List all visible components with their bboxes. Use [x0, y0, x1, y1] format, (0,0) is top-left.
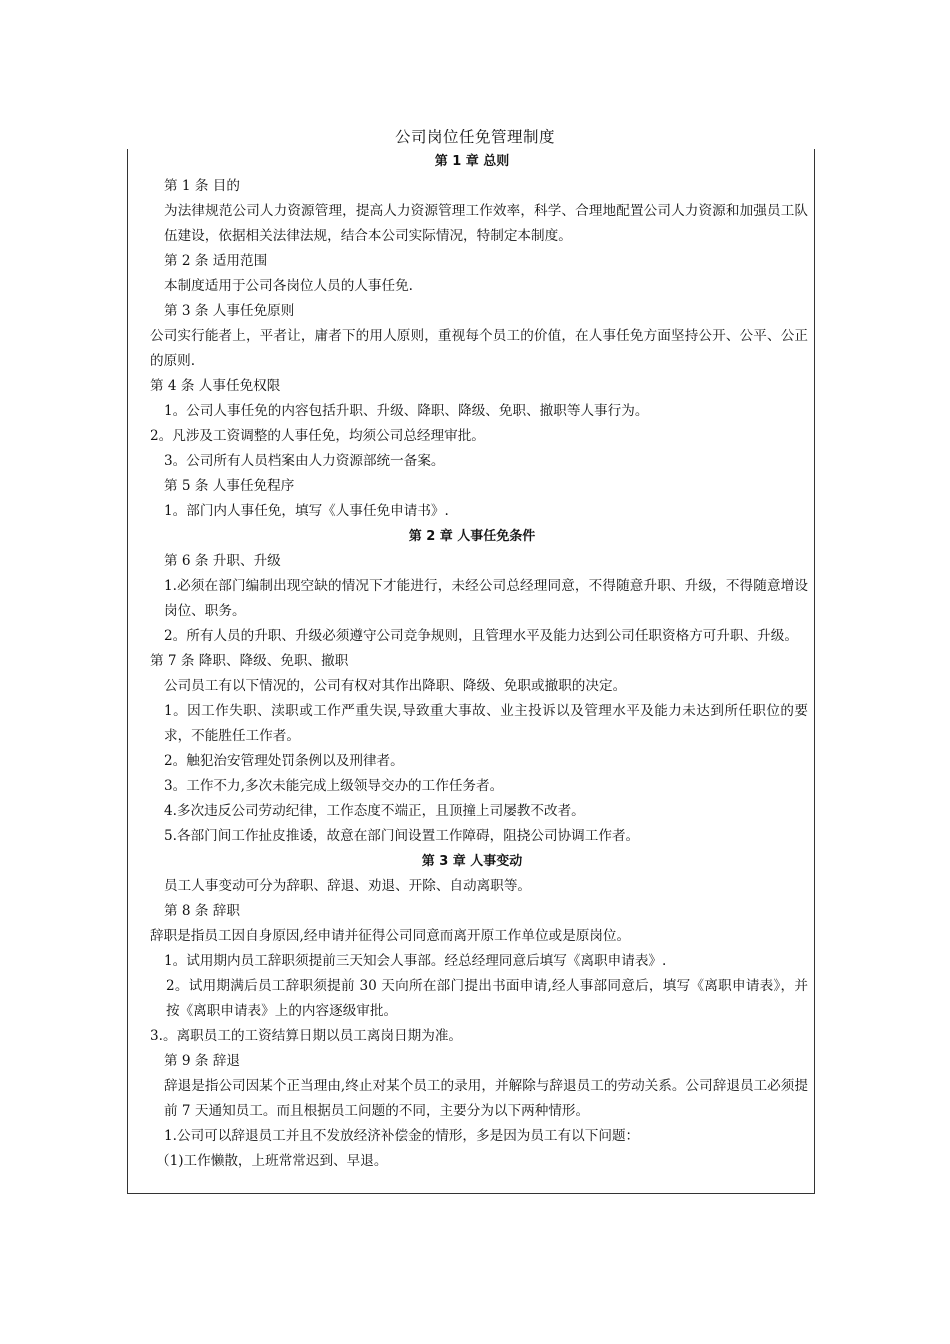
paragraph: （1)工作懒散，上班常常迟到、早退。	[156, 1153, 388, 1169]
paragraph: 1.必须在部门编制出现空缺的情况下才能进行，未经公司总经理同意，不得随意升职、升级，不得随意增设岗位、职务。	[164, 578, 808, 619]
paragraph: 为法律规范公司人力资源管理，提高人力资源管理工作效率，科学、合理地配置公司人力资源和加强员工队伍建设，依据相关法律法规，结合本公司实际情况，特制定本制度。	[164, 203, 808, 244]
paragraph: 第 2 条 适用范围	[164, 253, 268, 269]
paragraph: 1。试用期内员工辞职须提前三天知会人事部。经总经理同意后填写《离职申请表》.	[164, 953, 667, 969]
chapter-heading: 第 3 章 人事变动	[421, 854, 523, 869]
document-title: 公司岗位任免管理制度	[394, 128, 555, 146]
paragraph: 2。所有人员的升职、升级必须遵守公司竞争规则，且管理水平及能力达到公司任职资格方可升职、升级。	[164, 628, 798, 644]
paragraph: 1。部门内人事任免，填写《人事任免申请书》.	[164, 503, 449, 519]
paragraph: 1。因工作失职、渎职或工作严重失误,导致重大事故、业主投诉以及管理水平及能力未达到所任职位的要求，不能胜任工作者。	[164, 703, 808, 744]
paragraph: 第 6 条 升职、升级	[164, 553, 281, 569]
chapter-heading: 第 2 章 人事任免条件	[408, 529, 536, 544]
paragraph: 2。试用期满后员工辞职须提前 30 天向所在部门提出书面申请,经人事部同意后，填写《离职申请表》，并按《离职申请表》上的内容逐级审批。	[166, 978, 808, 1019]
paragraph: 员工人事变动可分为辞职、辞退、劝退、开除、自动离职等。	[164, 878, 532, 894]
paragraph: 3。公司所有人员档案由人力资源部统一备案。	[164, 453, 445, 469]
paragraph: 3.。离职员工的工资结算日期以员工离岗日期为准。	[150, 1028, 463, 1044]
paragraph: 3。工作不力,多次未能完成上级领导交办的工作任务者。	[164, 778, 504, 794]
paragraph: 辞职是指员工因自身原因,经申请并征得公司同意而离开原工作单位或是原岗位。	[150, 928, 631, 944]
paragraph: 公司员工有以下情况的，公司有权对其作出降职、降级、免职或撤职的决定。	[164, 678, 627, 694]
paragraph: 2。触犯治安管理处罚条例以及刑律者。	[164, 753, 404, 769]
paragraph: 第 7 条 降职、降级、免职、撤职	[150, 653, 349, 669]
paragraph: 第 8 条 辞职	[164, 903, 240, 919]
chapter-heading: 第 1 章 总则	[434, 154, 510, 169]
paragraph: 第 3 条 人事任免原则	[164, 303, 295, 319]
paragraph: 5.各部门间工作扯皮推诿，故意在部门间设置工作障碍，阻挠公司协调工作者。	[164, 828, 640, 844]
paragraph: 第 9 条 辞退	[164, 1053, 240, 1069]
paragraph: 辞退是指公司因某个正当理由,终止对某个员工的录用，并解除与辞退员工的劳动关系。公司辞退员工必须提前 7 天通知员工。而且根据员工问题的不同，主要分为以下两种情形。	[164, 1078, 808, 1119]
paragraph: 1。公司人事任免的内容包括升职、升级、降职、降级、免职、撤职等人事行为。	[164, 403, 649, 419]
paragraph: 4.多次违反公司劳动纪律，工作态度不端正，且顶撞上司屡教不改者。	[164, 803, 585, 819]
paragraph: 本制度适用于公司各岗位人员的人事任免.	[164, 278, 414, 294]
paragraph: 1.公司可以辞退员工并且不发放经济补偿金的情形，多是因为员工有以下问题：	[164, 1128, 640, 1144]
paragraph: 第 4 条 人事任免权限	[150, 378, 281, 394]
document-body	[136, 149, 808, 1174]
paragraph: 2。凡涉及工资调整的人事任免，均须公司总经理审批。	[150, 428, 485, 444]
paragraph: 公司实行能者上，平者让，庸者下的用人原则，重视每个员工的价值，在人事任免方面坚持公开、公平、公正的原则.	[150, 328, 808, 369]
paragraph: 第 5 条 人事任免程序	[164, 478, 295, 494]
paragraph: 第 1 条 目的	[164, 178, 240, 194]
